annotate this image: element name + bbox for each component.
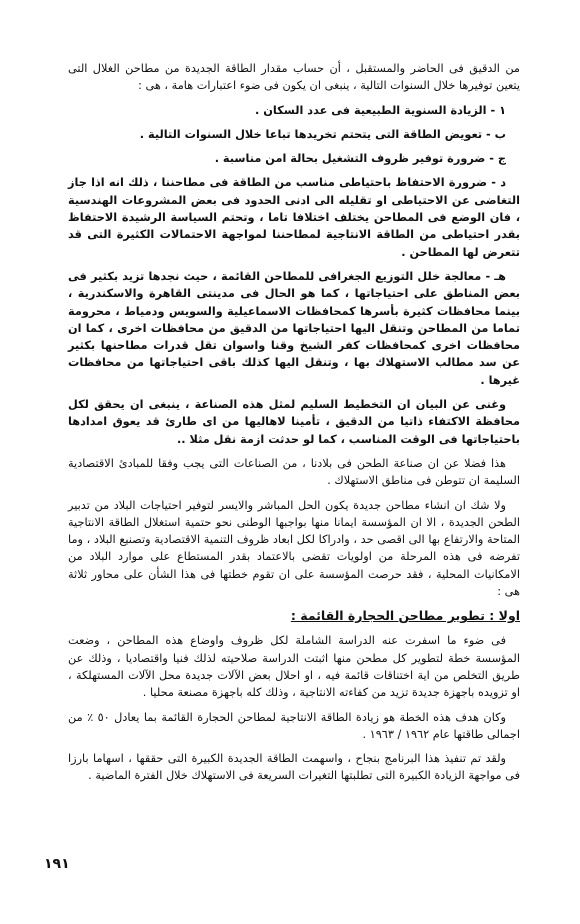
intro-paragraph: من الدقيق فى الحاضر والمستقبل ، أن حساب مقدار الطاقة الجديدة من مطاحن الغلال التى يتعين توفيرها خلال السنوات التالية ، ينبغى ان يكون فى ضوء اعتبارات هامة ، هى : xyxy=(68,62,520,93)
page-number: ١٩١ xyxy=(44,856,70,872)
strategy-paragraph: ولا شك ان انشاء مطاحن جديدة يكون الحل المباشر والايسر لتوفير احتياجات البلاد من تدبير الطحن الجديدة ، الا ان المؤسسة ايمانا منها بواجبها الوطنى نحو حتمية استغلال الطاقة الانتاجية المتاحة والارتفاع بها الى اقصى حد ، وادراكا لكل ابعاد ظروف التنمية الاقتصادية وتصنيع البلاد ، وما تفرضه فى هذه المرحلة من اولويات تقضى بالاعتماد بقدر المستطاع على موارد البلاد من الامكانيات المحلية ، فقد حرصت المؤسسة على ان تقوم خطتها فى هذا الشأن على محاور ثلاثة هى : xyxy=(68,498,520,599)
item-b: ب - تعويض الطاقة التى يتحتم تخريدها تباعا خلال السنوات التالية . xyxy=(139,127,506,141)
section-heading-text: اولا : تطوير مطاحن الحجارة القائمة : xyxy=(290,608,520,624)
item-e: هـ - معالجة خلل التوزيع الجغرافى للمطاحن القائمة ، حيث نجدها تزيد بكثير فى بعض المناطق على احتياجاتها ، كما هو الحال فى مدينتى القاهرة والاسكندرية ، بينما محافظات كثيرة بأسرها كمحافظات الاسماعيلية والسويس ودمياط ، محرومة تماما من المطاحن وتنقل اليها احتياجاتها من الدقيق من محافظات اخرى ، كما ان محافظات اخرى كمحافظات كفر الشيخ وقنا واسوان تقل قدرات مطاحنها بكثير عن سد مطالب الاستهلاك بها ، وتنقل اليها كذلك باقى احتياجاتها من محافظات غيرها . xyxy=(68,269,520,387)
planning-paragraph: وغنى عن البيان ان التخطيط السليم لمثل هذه الصناعة ، ينبغى ان يحقق لكل محافظة الاكتفاء ذاتيا من الدقيق ، تأمينا لاهاليها من اى طارئ قد يعوق امدادها باحتياجاتها فى الوقت المناسب ، كما لو حدثت ازمة نقل مثلا .. xyxy=(68,398,520,446)
section-paragraph-3: ولقد تم تنفيذ هذا البرنامج بنجاح ، واسهمت الطاقة الجديدة الكبيرة التى حققها ، اسهاما بارزا فى مواجهة الزيادة الكبيرة التى تطلبتها التغيرات السريعة فى الاستهلاك خلال الفترة الماضية . xyxy=(68,752,520,783)
section-paragraph-2: وكان هدف هذه الخطة هو زيادة الطاقة الانتاجية لمطاحن الحجارة القائمة بما يعادل ٥٠ ٪ من اجمالى طاقتها عام ١٩٦٢ / ١٩٦٣ . xyxy=(68,710,520,741)
item-c: ج - ضرورة توفير ظروف التشغيل بحالة امن مناسبة . xyxy=(214,152,506,166)
section-heading xyxy=(68,607,520,625)
item-a: ١ - الزيادة السنوية الطبيعية فى عدد السكان . xyxy=(255,103,506,117)
section-paragraph-1: فى ضوء ما اسفرت عنه الدراسة الشاملة لكل ظروف واوضاع هذه المطاحن ، وضعت المؤسسة خطة لتطوير كل مطحن منها اثبتت الدراسة صلاحيته لذلك فنيا واقتصاديا ، وذلك عن طريق التخلص من اية اختناقات قائمة فيه ، او احلال بعض الآلات جديدة محل الآلات المستهلكة ، او تزويده باجهزة جديدة تزيد من كفاءته الانتاجية ، وذلك كله باجهزة مصنعة محليا . xyxy=(68,634,520,700)
document-page xyxy=(68,60,520,792)
item-d: د - ضرورة الاحتفاظ باحتياطى مناسب من الطاقة فى مطاحننا ، ذلك انه اذا جاز التغاضى عن الاحتياطى او تقليله الى ادنى الحدود فى بعض المشروعات الهندسية ، فان الوضع فى المطاحن يختلف اختلافا تاما ، وتحتم السياسة الرشيدة الاحتفاظ بقدر احتياطى من الطاقة الانتاجية لمطاحننا لمواجهة الاحتمالات الكثيرة التى قد تتعرض لها المطاحن . xyxy=(68,176,520,259)
localization-paragraph: هذا فضلا عن ان صناعة الطحن فى بلادنا ، من الصناعات التى يجب وفقا للمبادئ الاقتصادية السليمة ان تتوطن فى مناطق الاستهلاك . xyxy=(68,456,520,488)
